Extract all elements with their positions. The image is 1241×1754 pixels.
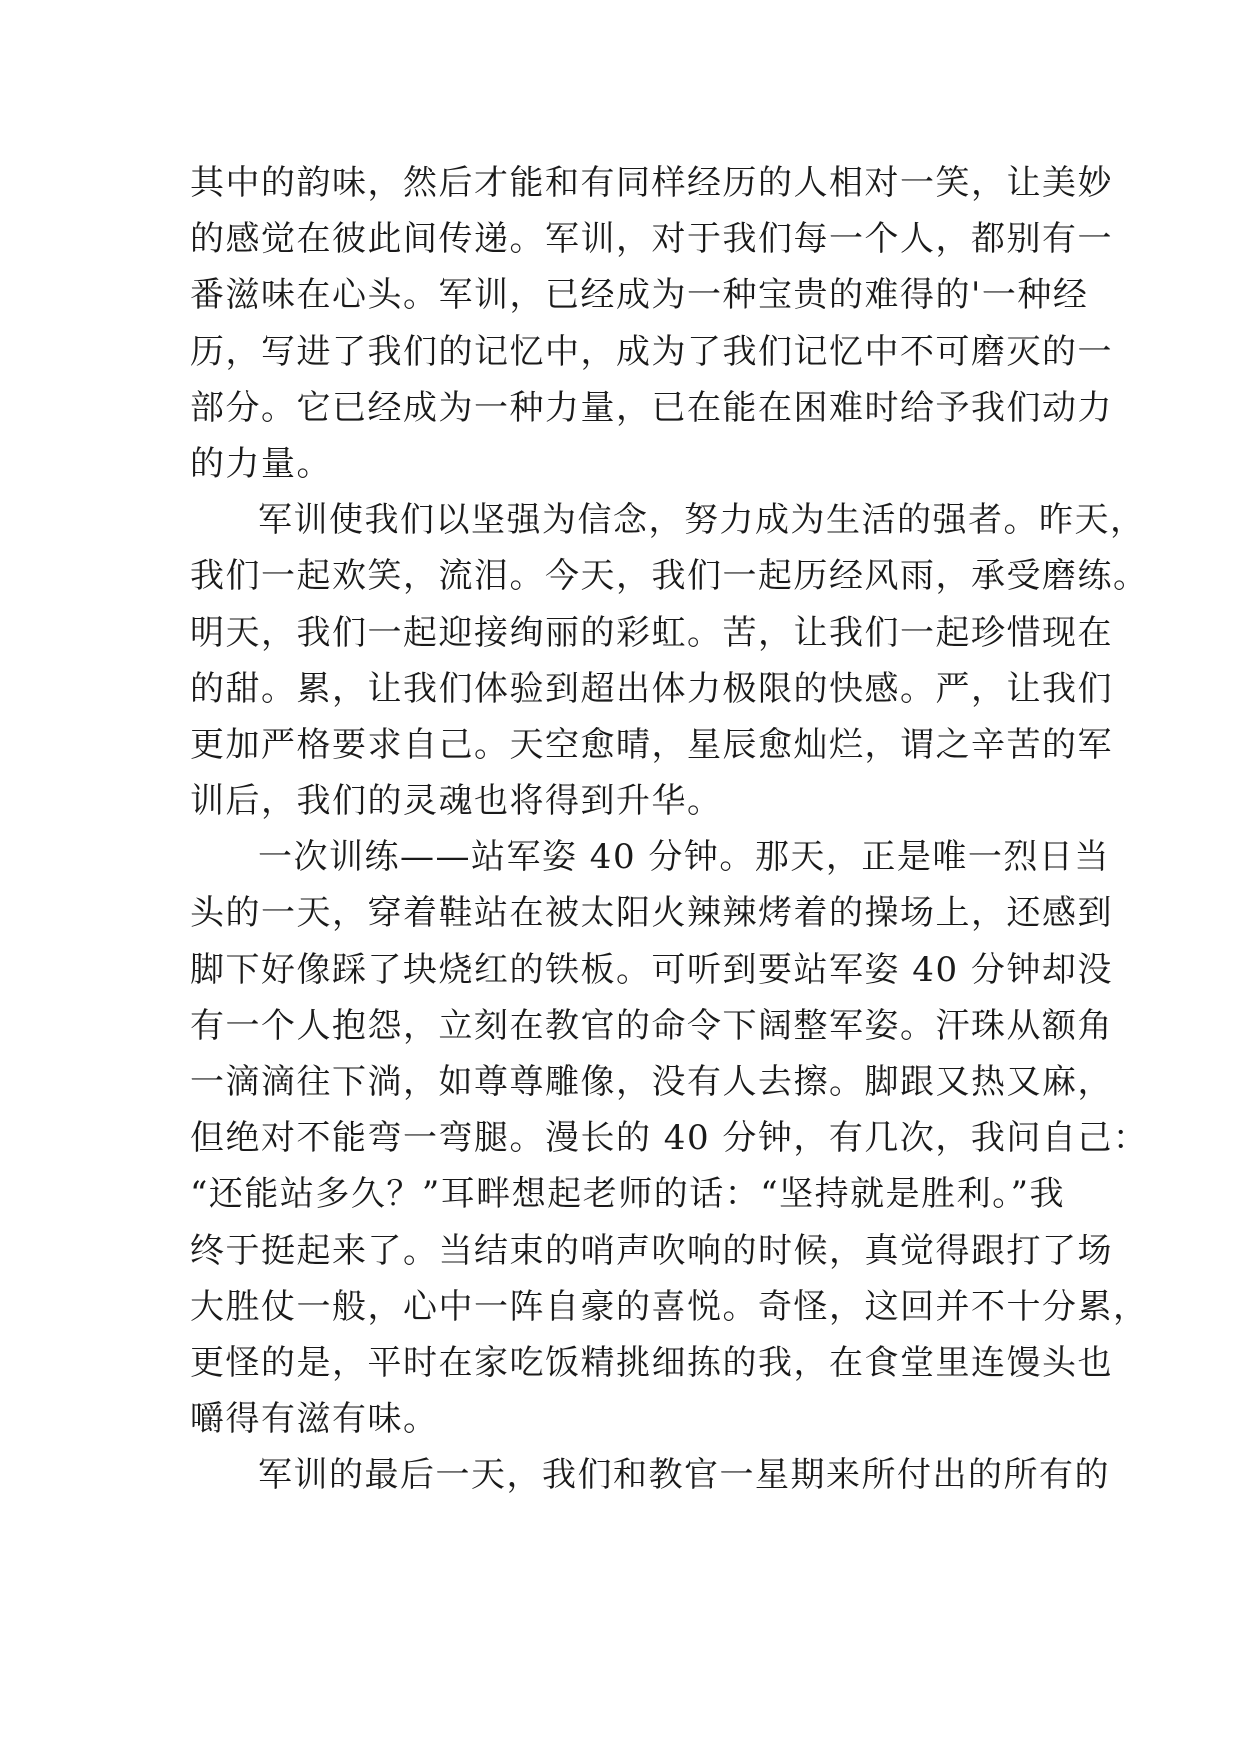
paragraph-start-line: 军训使我们以坚强为信念，努力成为生活的强者。昨天， — [258, 500, 1146, 541]
text-line: 有一个人抱怨，立刻在教官的命令下阔整军姿。汗珠从额角 — [190, 1005, 1113, 1046]
text-line: 终于挺起来了。当结束的哨声吹响的时候，真觉得跟打了场 — [190, 1230, 1113, 1271]
text-line: 更怪的是，平时在家吃饭精挑细拣的我，在食堂里连馒头也 — [190, 1342, 1113, 1383]
article-body — [190, 155, 1149, 1504]
text-line: 训后，我们的灵魂也将得到升华。 — [190, 781, 723, 822]
text-line: 嚼得有滋有味。 — [190, 1399, 439, 1440]
text-line: 的感觉在彼此间传递。军训，对于我们每一个人，都别有一 — [190, 219, 1113, 260]
text-line: 头的一天，穿着鞋站在被太阳火辣辣烤着的操场上，还感到 — [190, 893, 1113, 934]
text-line: 脚下好像踩了块烧红的铁板。可听到要站军姿 40 分钟却没 — [190, 949, 1113, 990]
text-line: “还能站多久？”耳畔想起老师的话：“坚持就是胜利。”我 — [190, 1174, 1066, 1215]
text-line: 更加严格要求自己。天空愈晴，星辰愈灿烂，谓之辛苦的军 — [190, 724, 1113, 765]
text-line: 番滋味在心头。军训，已经成为一种宝贵的难得的'一种经 — [190, 275, 1089, 316]
text-line: 的力量。 — [190, 443, 332, 484]
text-line: 历，写进了我们的记忆中，成为了我们记忆中不可磨灭的一 — [190, 331, 1113, 372]
text-line: 一滴滴往下淌，如尊尊雕像，没有人去擦。脚跟又热又麻， — [190, 1062, 1113, 1102]
text-line: 明天，我们一起迎接绚丽的彩虹。苦，让我们一起珍惜现在 — [190, 612, 1113, 653]
text-line: 的甜。累，让我们体验到超出体力极限的快感。严，让我们 — [190, 668, 1113, 709]
text-line: 但绝对不能弯一弯腿。漫长的 40 分钟，有几次，我问自己： — [190, 1118, 1149, 1159]
paragraph-start-line: 军训的最后一天，我们和教官一星期来所付出的所有的 — [258, 1455, 1110, 1496]
text-line: 大胜仗一般，心中一阵自豪的喜悦。奇怪，这回并不十分累， — [190, 1286, 1149, 1327]
text-line: 其中的韵味，然后才能和有同样经历的人相对一笑，让美妙 — [190, 163, 1113, 203]
paragraph-start-line: 一次训练——站军姿 40 分钟。那天，正是唯一烈日当 — [258, 837, 1110, 878]
text-line: 部分。它已经成为一种力量，已在能在困难时给予我们动力 — [190, 387, 1113, 428]
text-line: 我们一起欢笑，流泪。今天，我们一起历经风雨，承受磨练。 — [190, 556, 1149, 597]
